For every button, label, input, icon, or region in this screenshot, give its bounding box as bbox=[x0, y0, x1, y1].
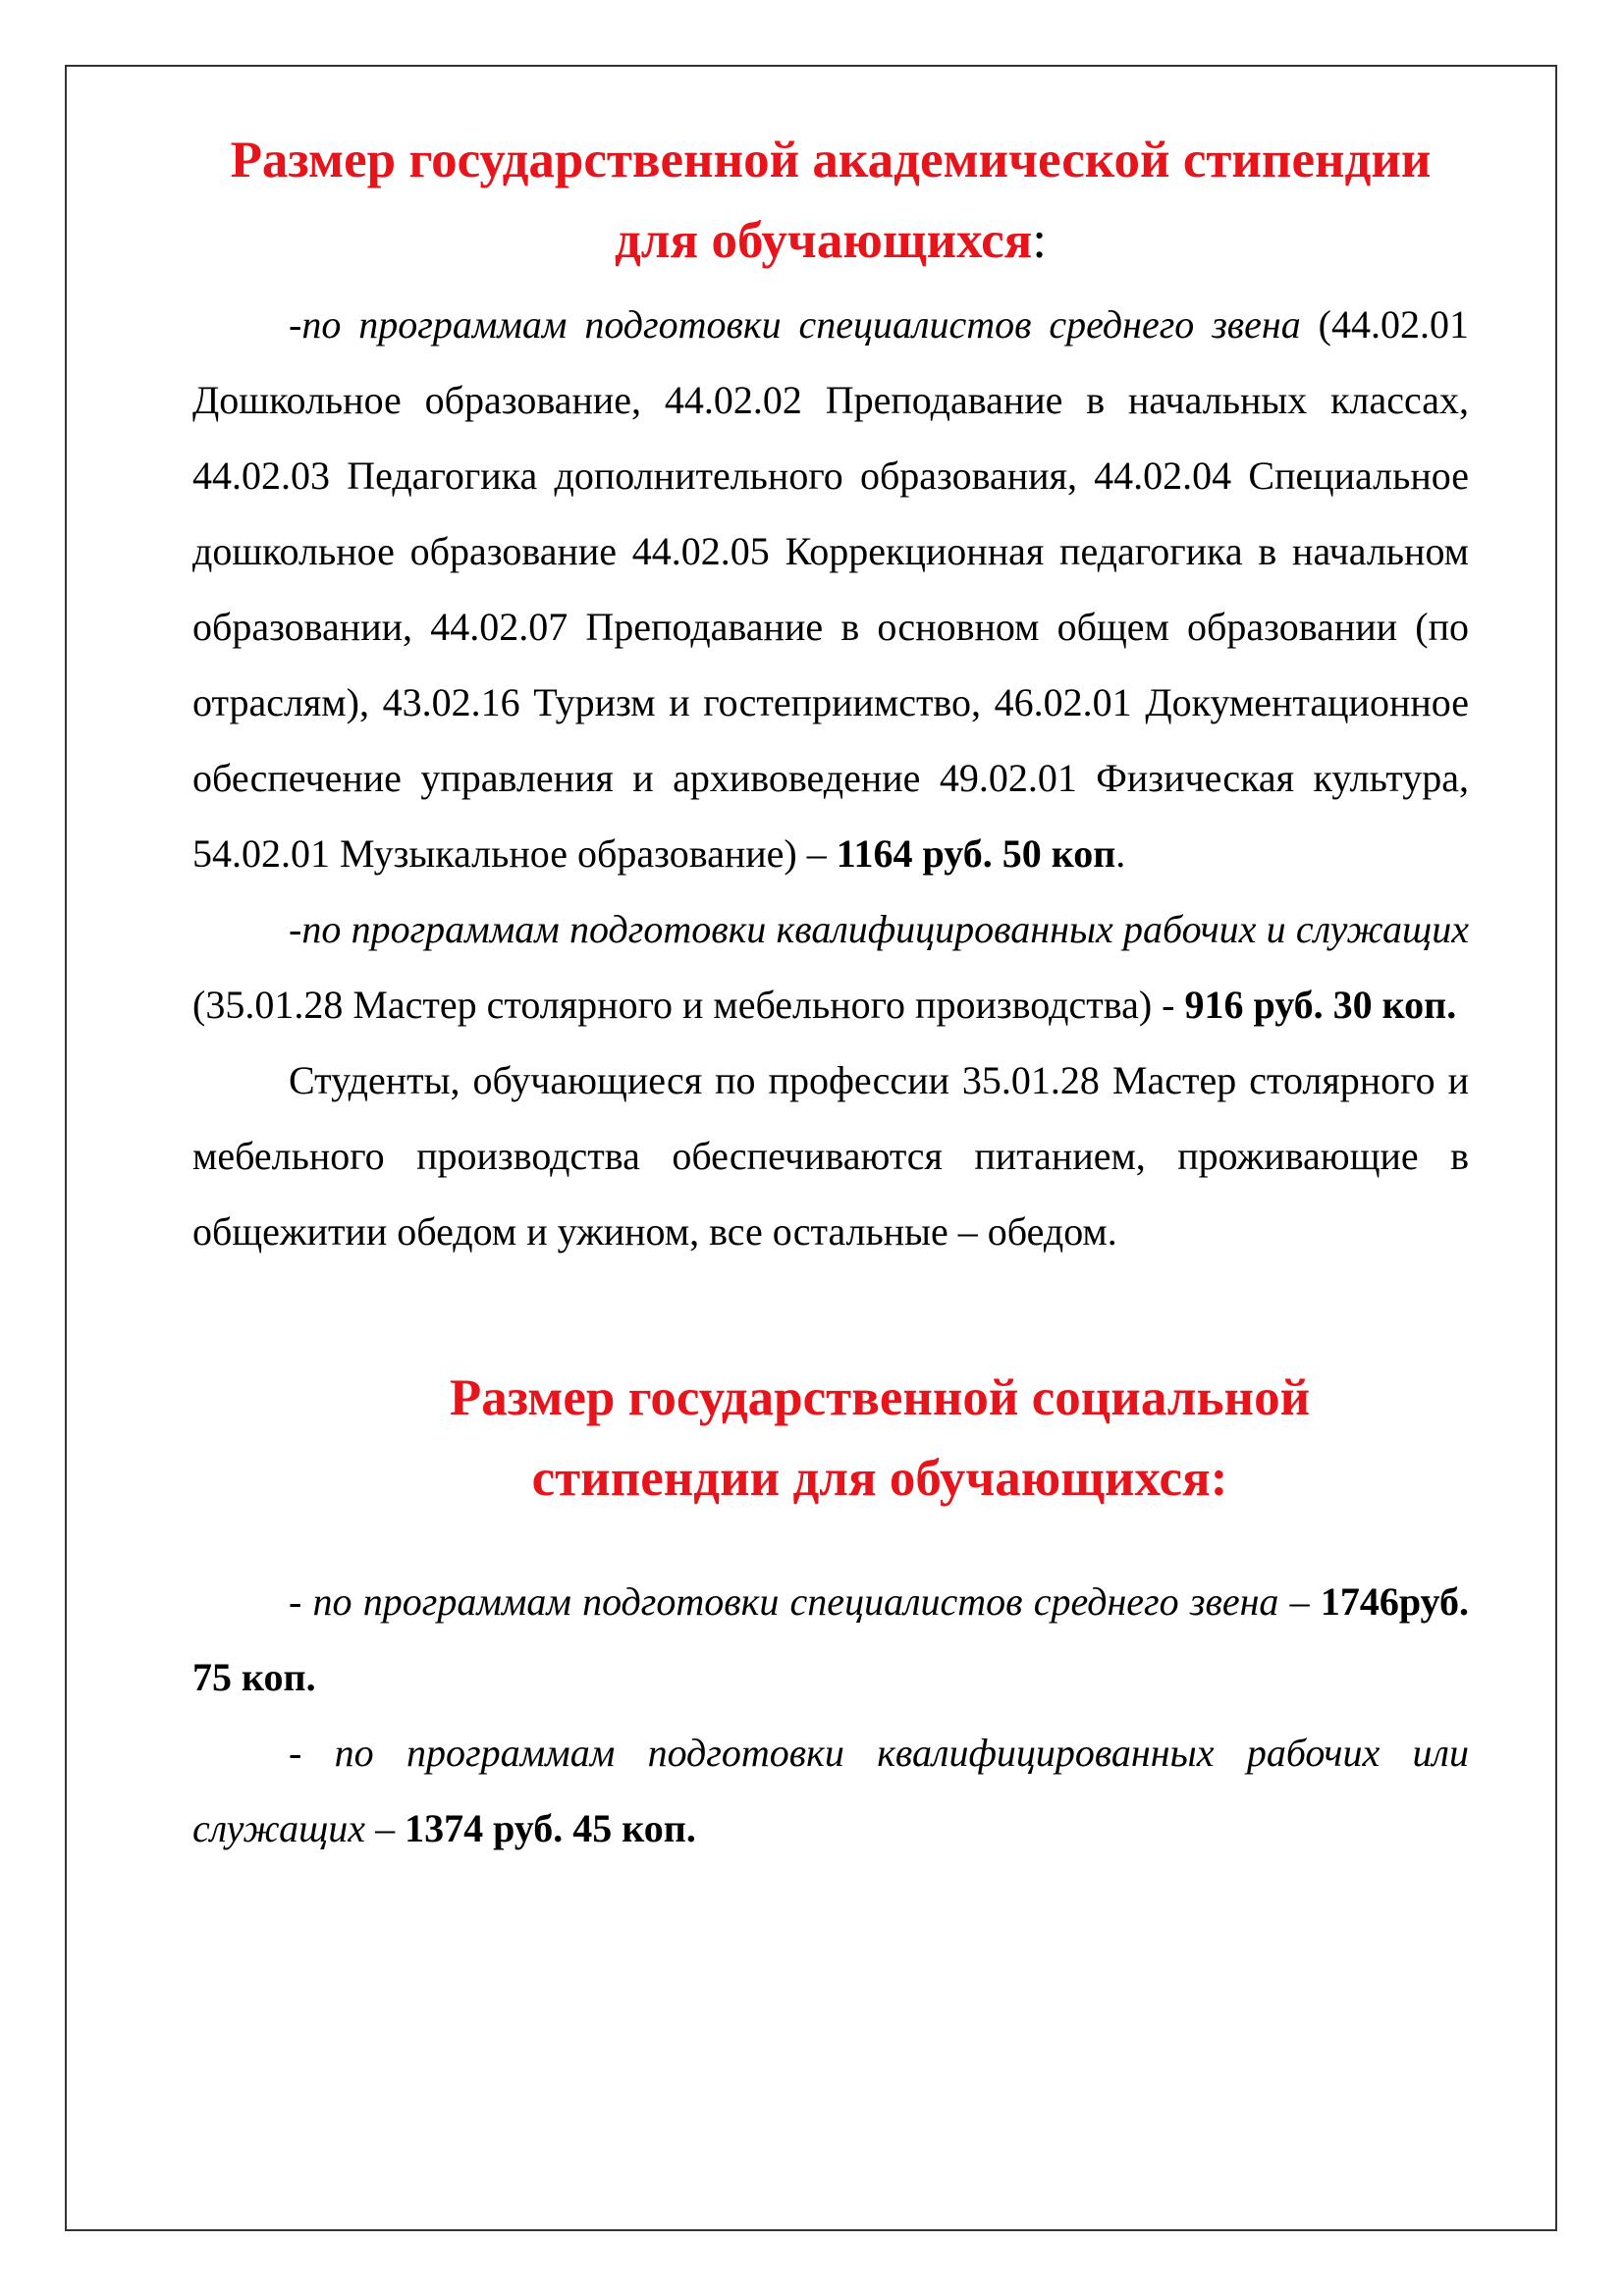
social-heading-line-1: Размер государственной социальной bbox=[449, 1369, 1311, 1426]
social-scholarship-heading bbox=[291, 1358, 1469, 1519]
social-mid-level-amount: 1746руб. 75 коп. bbox=[192, 1579, 1470, 1699]
social-heading-line-2: стипендии для обучающихся: bbox=[531, 1450, 1228, 1507]
social-workers-dash: – bbox=[365, 1806, 406, 1850]
academic-heading-text: Размер государственной академической стипендии для обучающихся bbox=[230, 132, 1432, 269]
social-mid-level-paragraph bbox=[192, 1564, 1469, 1715]
social-mid-level-lead: - по программам подготовки специалистов среднего звена bbox=[289, 1579, 1279, 1624]
academic-heading-colon: : bbox=[1032, 212, 1048, 269]
academic-workers-paragraph bbox=[192, 891, 1469, 1042]
academic-scholarship-heading bbox=[192, 120, 1469, 281]
academic-mid-level-specialties: (44.02.01 Дошкольное образование, 44.02.02 Преподавание в начальных классах, 44.02.03 Педагогика дополнительного образования, 44.02.04 Специальное дошкольное образование 44.02.05 Коррекционная педагогика в начальном образовании, 44.02.07 Преподавание в основном общем образовании (по отраслям), 43.02.16 Туризм и гостеприимство, 46.02.01 Документационное обеспечение управления и архивоведение 49.02.01 Физическая культура, 54.02.01 Музыкальное образование) – bbox=[192, 302, 1470, 876]
academic-mid-level-amount: 1164 руб. 50 коп bbox=[836, 831, 1116, 876]
academic-workers-amount: 916 руб. 30 коп. bbox=[1184, 983, 1457, 1027]
academic-mid-level-end: . bbox=[1115, 831, 1126, 876]
social-workers-amount: 1374 руб. 45 коп. bbox=[405, 1806, 696, 1850]
social-workers-lead: - по программам подготовки квалифицированных рабочих или служащих bbox=[192, 1731, 1469, 1850]
meals-paragraph: Студенты, обучающиеся по профессии 35.01.28 Мастер столярного и мебельного производства обеспечиваются питанием, проживающие в общежитии обедом и ужином, все остальные – обедом. bbox=[192, 1058, 1469, 1254]
social-workers-paragraph bbox=[192, 1715, 1469, 1866]
academic-mid-level-paragraph bbox=[192, 287, 1469, 891]
social-mid-level-dash: – bbox=[1278, 1579, 1321, 1624]
academic-workers-lead: -по программам подготовки квалифицированных рабочих и служащих bbox=[289, 907, 1469, 951]
academic-workers-specialties: (35.01.28 Мастер столярного и мебельного производства) - bbox=[192, 983, 1185, 1027]
document-body bbox=[192, 120, 1469, 1866]
social-scholarship-heading-wrap bbox=[192, 1358, 1469, 1519]
academic-mid-level-lead: -по программам подготовки специалистов среднего звена bbox=[289, 302, 1301, 347]
